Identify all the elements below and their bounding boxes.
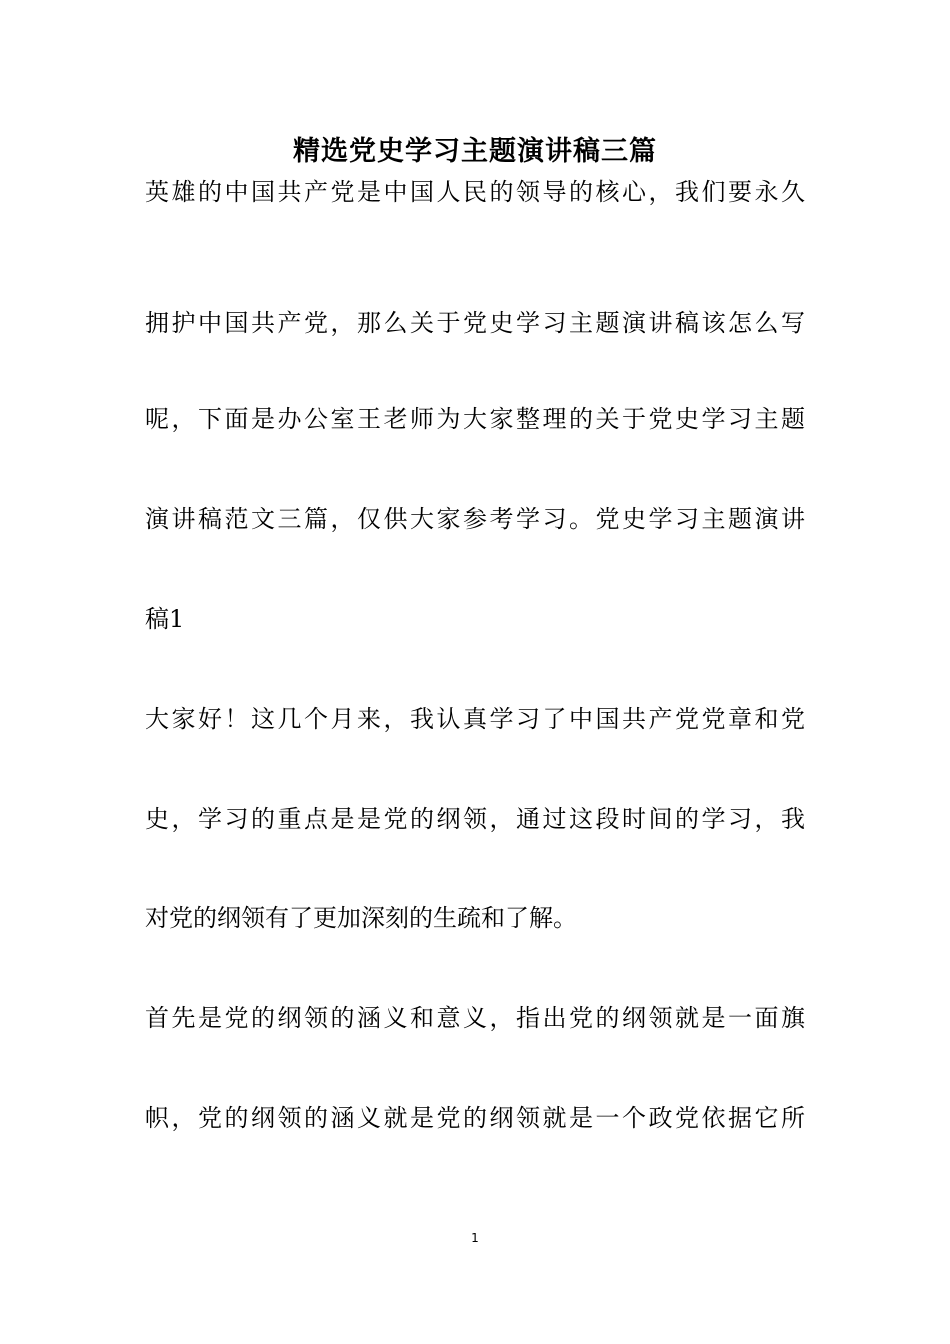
page-number: 1 [471,1231,479,1245]
text-line-8: 对党的纲领有了更加深刻的生疏和了解。 [145,904,577,932]
text-line-9: 首先是党的纲领的涵义和意义，指出党的纲领就是一面旗 [145,1004,805,1032]
text-line-2: 拥护中国共产党，那么关于党史学习主题演讲稿该怎么写 [145,309,805,337]
text-line-1: 英雄的中国共产党是中国人民的领导的核心，我们要永久 [145,178,805,206]
text-line-7: 史，学习的重点是是党的纲领，通过这段时间的学习，我 [145,805,805,833]
text-line-10: 帜，党的纲领的涵义就是党的纲领就是一个政党依据它所 [145,1104,805,1132]
document-title: 精选党史学习主题演讲稿三篇 [293,136,657,167]
text-line-4: 演讲稿范文三篇，仅供大家参考学习。党史学习主题演讲 [145,505,805,533]
text-line-5: 稿1 [145,605,185,633]
text-line-3: 呢，下面是办公室王老师为大家整理的关于党史学习主题 [145,405,805,433]
text-line-6: 大家好！这几个月来，我认真学习了中国共产党党章和党 [145,705,805,733]
